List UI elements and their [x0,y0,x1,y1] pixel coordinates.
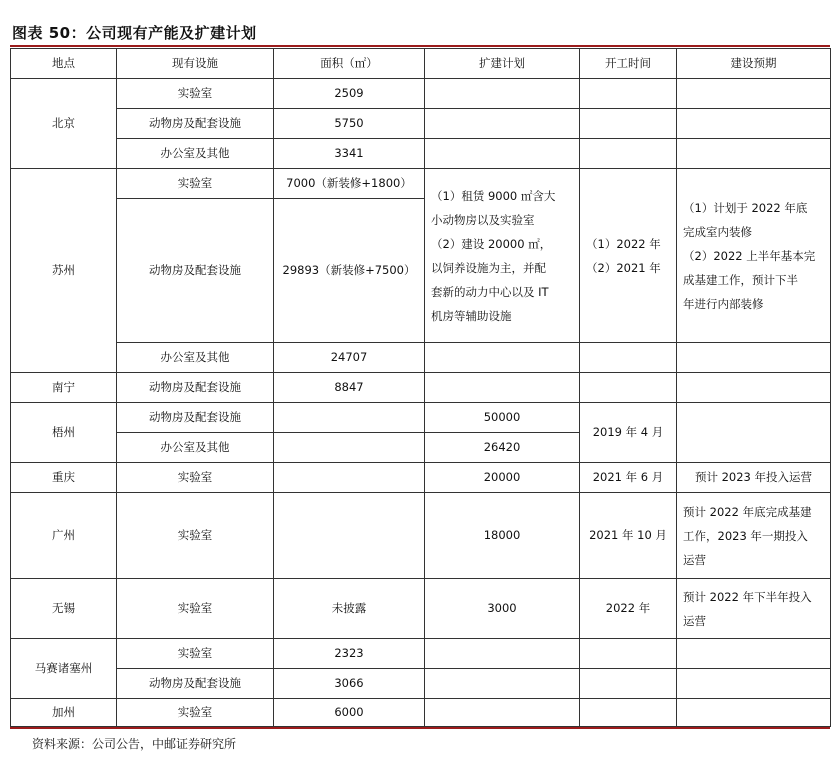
expectation-cell [677,699,831,727]
area-cell: 3341 [274,139,425,169]
location-nanning: 南宁 [11,373,117,403]
header-row [11,49,831,79]
text-line: （1）租赁 9000 ㎡含大 [431,188,556,203]
expectation-cell [677,373,831,403]
facility-cell: 实验室 [117,463,274,493]
expansion-cell [425,669,580,699]
location-wuzhou: 梧州 [11,403,117,463]
text-line: （1）2022 年 [586,236,661,251]
start-cell [580,79,677,109]
facility-cell: 实验室 [117,639,274,669]
text-line: 运营 [683,613,706,628]
location-suzhou: 苏州 [11,169,117,373]
table-row [11,79,831,109]
table-row [11,373,831,403]
header-location: 地点 [11,49,117,79]
facility-cell: 动物房及配套设施 [117,109,274,139]
table-row [11,343,831,373]
figure-title: 图表 50：公司现有产能及扩建计划 [12,24,257,42]
area-cell [274,463,425,493]
table-row [11,139,831,169]
expansion-cell [425,79,580,109]
header-expectation: 建设预期 [677,49,831,79]
location-massachusetts: 马赛诸塞州 [11,639,117,699]
start-cell [580,343,677,373]
header-expansion: 扩建计划 [425,49,580,79]
wuxi-expectation [677,579,831,639]
table-row [11,463,831,493]
location-wuxi: 无锡 [11,579,117,639]
expansion-cell: 18000 [425,493,580,579]
area-cell: 6000 [274,699,425,727]
text-line: 预计 2022 年底完成基建 [683,504,812,519]
start-cell: 2021 年 10 月 [580,493,677,579]
expectation-cell [677,343,831,373]
text-line: （2）建设 20000 ㎡， [431,236,552,251]
facility-cell: 实验室 [117,493,274,579]
expansion-cell [425,109,580,139]
start-cell [580,669,677,699]
location-guangzhou: 广州 [11,493,117,579]
start-cell: 2022 年 [580,579,677,639]
text-line: 小动物房以及实验室 [431,212,535,227]
start-cell: 2021 年 6 月 [580,463,677,493]
expansion-cell: 50000 [425,403,580,433]
expansion-cell [425,373,580,403]
header-area: 面积（㎡） [274,49,425,79]
guangzhou-expectation [677,493,831,579]
expansion-cell [425,139,580,169]
text-line: 运营 [683,552,706,567]
start-cell: 2019 年 4 月 [580,403,677,463]
table-row [11,639,831,669]
facility-cell: 实验室 [117,79,274,109]
text-line: 以饲养设施为主，并配 [431,260,546,275]
area-cell: 3066 [274,669,425,699]
expectation-cell [677,403,831,463]
expansion-cell [425,699,580,727]
facility-cell: 实验室 [117,699,274,727]
facility-cell: 动物房及配套设施 [117,373,274,403]
facility-cell: 动物房及配套设施 [117,403,274,433]
location-california: 加州 [11,699,117,727]
area-cell: 29893（新装修+7500） [274,199,425,343]
start-cell [580,139,677,169]
expectation-cell [677,109,831,139]
area-cell: 8847 [274,373,425,403]
expansion-cell: 20000 [425,463,580,493]
suzhou-start-time [580,169,677,343]
table-row [11,699,831,727]
area-cell: 未披露 [274,579,425,639]
text-line: 成基建工作，预计下半 [683,272,798,287]
text-line: 机房等辅助设施 [431,308,512,323]
text-line: 年进行内部装修 [683,296,764,311]
text-line: 套新的动力中心以及 IT [431,284,549,299]
location-beijing: 北京 [11,79,117,169]
start-cell [580,109,677,139]
expectation-cell [677,669,831,699]
facility-cell: 实验室 [117,169,274,199]
table-row [11,493,831,579]
capacity-table [10,48,831,727]
text-line: 工作，2023 年一期投入 [683,528,808,543]
table-row [11,403,831,433]
facility-cell: 实验室 [117,579,274,639]
title-divider [10,45,830,47]
start-cell [580,699,677,727]
area-cell: 7000（新装修+1800） [274,169,425,199]
table-row [11,109,831,139]
start-cell [580,373,677,403]
header-start: 开工时间 [580,49,677,79]
area-cell: 24707 [274,343,425,373]
area-cell: 2509 [274,79,425,109]
expansion-cell [425,343,580,373]
table-row [11,579,831,639]
start-cell [580,639,677,669]
text-line: 完成室内装修 [683,224,752,239]
area-cell [274,403,425,433]
expansion-cell: 26420 [425,433,580,463]
text-line: 预计 2022 年下半年投入 [683,589,812,604]
area-cell [274,493,425,579]
facility-cell: 办公室及其他 [117,139,274,169]
table-row [11,169,831,199]
expectation-cell: 预计 2023 年投入运营 [677,463,831,493]
area-cell: 2323 [274,639,425,669]
area-cell [274,433,425,463]
source-note: 资料来源：公司公告，中邮证券研究所 [32,737,237,751]
facility-cell: 办公室及其他 [117,433,274,463]
facility-cell: 动物房及配套设施 [117,669,274,699]
location-chongqing: 重庆 [11,463,117,493]
expansion-cell: 3000 [425,579,580,639]
text-line: （1）计划于 2022 年底 [683,200,808,215]
header-facility: 现有设施 [117,49,274,79]
text-line: （2）2022 上半年基本完 [683,248,816,263]
expectation-cell [677,639,831,669]
suzhou-expectation [677,169,831,343]
area-cell: 5750 [274,109,425,139]
table-row [11,669,831,699]
expectation-cell [677,79,831,109]
bottom-divider [10,727,830,729]
suzhou-expansion-plan [425,169,580,343]
text-line: （2）2021 年 [586,260,661,275]
facility-cell: 动物房及配套设施 [117,199,274,343]
facility-cell: 办公室及其他 [117,343,274,373]
expectation-cell [677,139,831,169]
expansion-cell [425,639,580,669]
